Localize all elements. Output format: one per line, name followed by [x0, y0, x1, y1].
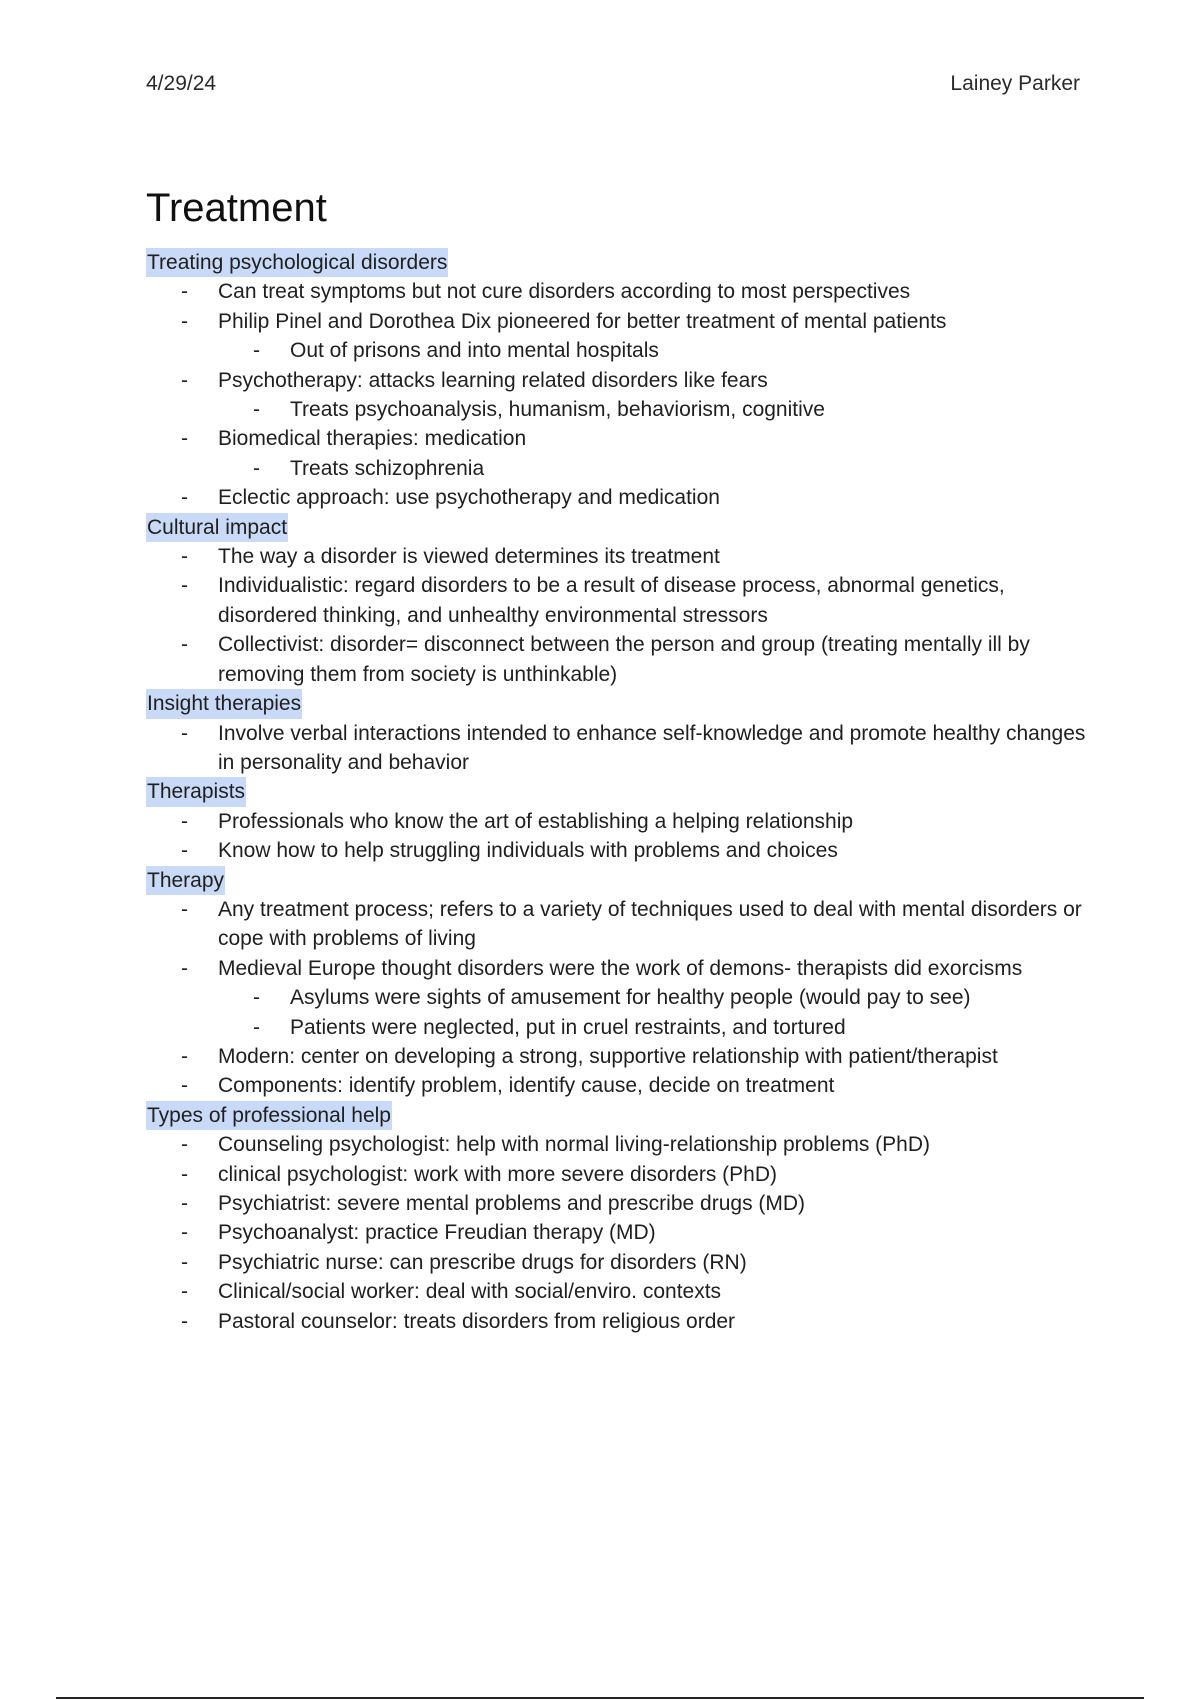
bullet-item: [146, 1189, 1086, 1218]
sub-bullet-list: [218, 983, 1086, 1042]
bullet-text: Components: identify problem, identify cause, decide on treatment: [218, 1074, 835, 1098]
bullet-text: Philip Pinel and Dorothea Dix pioneered for better treatment of mental patients: [218, 309, 947, 333]
bullet-dash: -: [181, 1250, 188, 1274]
bullet-dash: -: [181, 486, 188, 510]
bullet-text: Collectivist: disorder= disconnect between the person and group (treating mentally ill by removing them from society is unthinkable): [218, 633, 1030, 686]
section-heading: Therapy: [146, 866, 225, 895]
bullet-item: [146, 630, 1086, 689]
section-heading: Treating psychological disorders: [146, 248, 448, 277]
bullet-item: [146, 483, 1086, 512]
bullet-dash: -: [181, 1074, 188, 1098]
bullet-text: Eclectic approach: use psychotherapy and medication: [218, 486, 720, 510]
bullet-item: [146, 542, 1086, 571]
sub-bullet-list: [218, 336, 1086, 365]
bullet-dash: -: [181, 721, 188, 745]
bullet-text: Any treatment process; refers to a variety of techniques used to deal with mental disorders or cope with problems of living: [218, 897, 1082, 951]
section-heading: Types of professional help: [146, 1101, 392, 1130]
bullet-list: [146, 1130, 1086, 1336]
bullet-item: [146, 1071, 1086, 1100]
bullet-item: [146, 954, 1086, 1042]
bullet-text: The way a disorder is viewed determines its treatment: [218, 545, 720, 569]
bullet-item: [146, 836, 1086, 865]
sub-bullet-item: [218, 395, 1086, 424]
bullet-text: Medieval Europe thought disorders were the work of demons- therapists did exorcisms: [218, 956, 1023, 980]
bullet-dash: -: [253, 986, 260, 1010]
bullet-dash: -: [181, 368, 188, 392]
bullet-list: [146, 542, 1086, 689]
bullet-item: [146, 1277, 1086, 1306]
bullet-dash: -: [181, 427, 188, 451]
bullet-item: [146, 807, 1086, 836]
bullet-text: Psychoanalyst: practice Freudian therapy (MD): [218, 1221, 656, 1245]
bullet-dash: -: [181, 1192, 188, 1215]
document-body: [146, 248, 1086, 1336]
notes-section: [146, 513, 1086, 689]
bullet-item: [146, 1042, 1086, 1071]
bullet-text: Clinical/social worker: deal with social/enviro. contexts: [218, 1280, 722, 1304]
bullet-item: [146, 307, 1086, 366]
sub-bullet-item: [218, 1013, 1086, 1042]
sub-bullet-text: Asylums were sights of amusement for healthy people (would pay to see): [290, 986, 971, 1010]
header-author: Lainey Parker: [950, 72, 1080, 95]
notes-section: [146, 1101, 1086, 1336]
bullet-list: [146, 895, 1086, 1101]
bullet-item: [146, 366, 1086, 425]
bullet-dash: -: [181, 1133, 188, 1157]
sub-bullet-text: Patients were neglected, put in cruel restraints, and tortured: [290, 1015, 846, 1039]
bullet-dash: -: [181, 1162, 188, 1186]
notes-section: [146, 248, 1086, 513]
bullet-item: [146, 1218, 1086, 1247]
notes-section: [146, 689, 1086, 777]
page-bottom-rule: [56, 1697, 1144, 1699]
bullet-item: [146, 895, 1086, 954]
bullet-text: Pastoral counselor: treats disorders from religious order: [218, 1309, 736, 1333]
sub-bullet-text: Treats psychoanalysis, humanism, behaviorism, cognitive: [290, 398, 825, 422]
bullet-list: [146, 807, 1086, 866]
bullet-text: Professionals who know the art of establishing a helping relationship: [218, 809, 854, 833]
bullet-dash: -: [181, 574, 188, 598]
bullet-text: Psychiatrist: severe mental problems and prescribe drugs (MD): [218, 1192, 806, 1215]
bullet-item: [146, 719, 1086, 778]
bullet-item: [146, 571, 1086, 630]
sub-bullet-item: [218, 336, 1086, 365]
sub-bullet-item: [218, 983, 1086, 1012]
notes-section: [146, 866, 1086, 1101]
notes-section: [146, 777, 1086, 865]
sub-bullet-text: Treats schizophrenia: [290, 456, 485, 480]
bullet-text: Involve verbal interactions intended to enhance self-knowledge and promote healthy changes in personality and behavior: [218, 721, 1086, 774]
bullet-text: Individualistic: regard disorders to be a result of disease process, abnormal genetics, disordered thinking, and unhealthy environmental stressors: [218, 574, 1005, 627]
bullet-item: [146, 424, 1086, 483]
sub-bullet-item: [218, 454, 1086, 483]
bullet-dash: -: [181, 1280, 188, 1304]
bullet-dash: -: [253, 398, 260, 422]
bullet-list: [146, 719, 1086, 778]
section-heading: Cultural impact: [146, 513, 288, 542]
bullet-text: Know how to help struggling individuals with problems and choices: [218, 839, 838, 863]
bullet-item: [146, 1248, 1086, 1277]
bullet-dash: -: [181, 1309, 188, 1333]
bullet-text: Can treat symptoms but not cure disorders according to most perspectives: [218, 280, 911, 304]
document-title: Treatment: [146, 186, 327, 230]
section-heading: Therapists: [146, 777, 246, 806]
bullet-dash: -: [181, 309, 188, 333]
page-header: [146, 72, 1080, 102]
bullet-item: [146, 1160, 1086, 1189]
bullet-item: [146, 1307, 1086, 1336]
bullet-dash: -: [253, 1015, 260, 1039]
bullet-dash: -: [181, 1221, 188, 1245]
bullet-dash: -: [181, 1044, 188, 1068]
sub-bullet-text: Out of prisons and into mental hospitals: [290, 339, 659, 363]
bullet-text: Counseling psychologist: help with normal living-relationship problems (PhD): [218, 1133, 931, 1157]
bullet-item: [146, 277, 1086, 306]
bullet-text: Modern: center on developing a strong, supportive relationship with patient/therapist: [218, 1044, 998, 1068]
bullet-text: Biomedical therapies: medication: [218, 427, 527, 451]
sub-bullet-list: [218, 395, 1086, 424]
header-date: 4/29/24: [146, 72, 217, 95]
bullet-text: Psychotherapy: attacks learning related disorders like fears: [218, 368, 768, 392]
bullet-dash: -: [253, 456, 260, 480]
bullet-dash: -: [181, 633, 188, 657]
bullet-item: [146, 1130, 1086, 1159]
bullet-dash: -: [181, 280, 188, 304]
bullet-text: clinical psychologist: work with more severe disorders (PhD): [218, 1162, 778, 1186]
bullet-dash: -: [181, 897, 188, 921]
section-heading: Insight therapies: [146, 689, 302, 718]
bullet-dash: -: [181, 545, 188, 569]
bullet-text: Psychiatric nurse: can prescribe drugs for disorders (RN): [218, 1250, 747, 1274]
bullet-list: [146, 277, 1086, 512]
bullet-dash: -: [253, 339, 260, 363]
bullet-dash: -: [181, 956, 188, 980]
bullet-dash: -: [181, 809, 188, 833]
bullet-dash: -: [181, 839, 188, 863]
sub-bullet-list: [218, 454, 1086, 483]
